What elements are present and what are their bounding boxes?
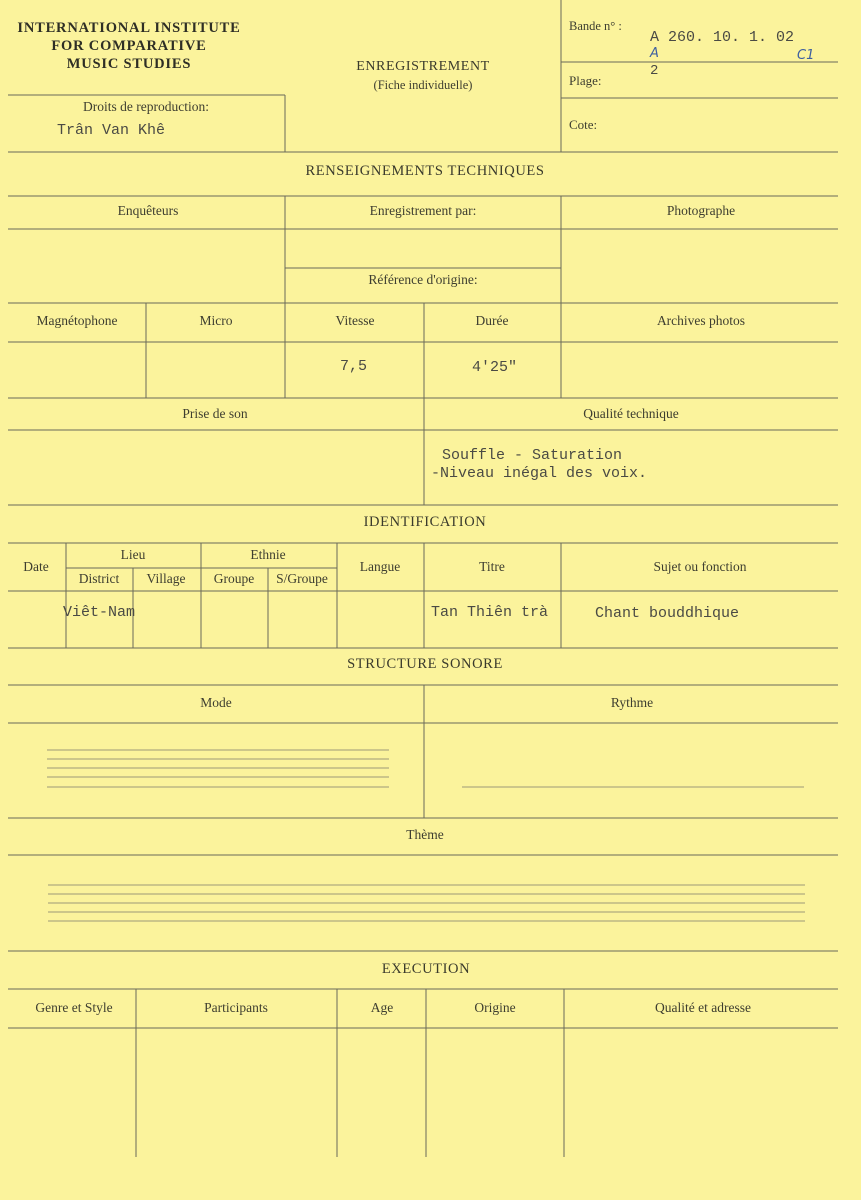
- bande-hand-c: C1: [797, 48, 815, 63]
- label-rythme: Rythme: [610, 695, 654, 710]
- institute-line-1: INTERNATIONAL INSTITUTE: [17, 20, 241, 36]
- label-theme: Thème: [406, 827, 444, 842]
- label-langue: Langue: [359, 559, 401, 574]
- qualite-value-line-2: -Niveau inégal des voix.: [431, 465, 648, 482]
- rights-label: Droits de reproduction:: [83, 99, 209, 114]
- bande-hand-a: A: [650, 46, 659, 61]
- label-ethnie: Ethnie: [250, 547, 286, 562]
- label-genre-style: Genre et Style: [35, 1000, 113, 1015]
- sujet-value: Chant bouddhique: [595, 605, 740, 622]
- label-micro: Micro: [199, 313, 233, 328]
- institute-name: [4, 19, 254, 73]
- bande-label: Bande n° :: [569, 19, 622, 33]
- label-qualite-adresse: Qualité et adresse: [655, 1000, 751, 1015]
- label-mode: Mode: [200, 695, 232, 710]
- label-vitesse: Vitesse: [335, 313, 375, 328]
- label-date: Date: [23, 559, 49, 574]
- form-subtitle: (Fiche individuelle): [373, 78, 473, 92]
- label-groupe: Groupe: [213, 571, 255, 586]
- label-village: Village: [146, 571, 186, 586]
- duree-value: 4'25": [472, 359, 518, 376]
- section-title-structure: STRUCTURE SONORE: [347, 656, 503, 672]
- label-lieu: Lieu: [120, 547, 146, 562]
- rights-value: Trân Van Khê: [57, 122, 166, 139]
- plage-value: 2: [650, 63, 659, 79]
- cote-label: Cote:: [569, 117, 598, 132]
- section-title-execution: EXECUTION: [381, 961, 471, 977]
- section-title-technique: RENSEIGNEMENTS TECHNIQUES: [305, 163, 545, 179]
- section-title-identification: IDENTIFICATION: [363, 514, 487, 530]
- label-enregistrement-par: Enregistrement par:: [369, 203, 477, 218]
- label-district: District: [78, 571, 120, 586]
- label-photographe: Photographe: [666, 203, 736, 218]
- titre-value: Tan Thiên trà: [431, 604, 549, 621]
- form-title: ENREGISTREMENT: [356, 59, 490, 74]
- label-prise-de-son: Prise de son: [182, 406, 248, 421]
- lieu-value: Viêt-Nam: [63, 604, 136, 621]
- label-reference-origine: Référence d'origine:: [368, 272, 478, 287]
- label-magnetophone: Magnétophone: [36, 313, 118, 328]
- qualite-value-line-1: Souffle - Saturation: [442, 447, 623, 464]
- label-duree: Durée: [475, 313, 509, 328]
- label-participants: Participants: [204, 1000, 268, 1015]
- label-titre: Titre: [479, 559, 505, 574]
- plage-label: Plage:: [569, 73, 602, 88]
- label-archives-photos: Archives photos: [656, 313, 746, 328]
- label-sujet-fonction: Sujet ou fonction: [653, 559, 747, 574]
- label-enqueteurs: Enquêteurs: [117, 203, 179, 218]
- bande-value: A 260. 10. 1. 02: [650, 29, 795, 46]
- label-qualite-technique: Qualité technique: [583, 406, 679, 421]
- label-origine: Origine: [474, 1000, 516, 1015]
- label-sgroupe: S/Groupe: [276, 571, 328, 586]
- vitesse-value: 7,5: [340, 358, 368, 375]
- institute-line-3: MUSIC STUDIES: [66, 56, 192, 72]
- institute-line-2: FOR COMPARATIVE: [51, 38, 207, 54]
- label-age: Age: [370, 1000, 394, 1015]
